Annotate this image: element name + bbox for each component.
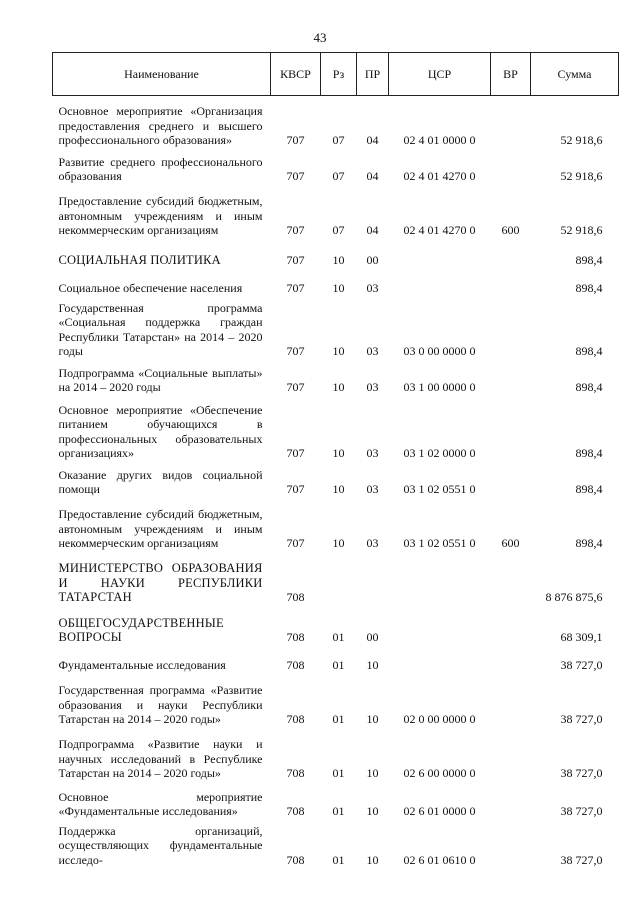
row-sum: 8 876 875,6 [545,590,603,604]
row-name: Государственная программа «Социальная поддержка граждан Республики Татарстан» на 2014 – 2020 годы [58,300,263,358]
row-rz: 01 [332,804,345,818]
row-kvsr: 707 [286,536,305,550]
row-vr [491,361,531,397]
row-rz: 10 [332,536,345,550]
row-rz: 01 [332,766,345,780]
row-name: МИНИСТЕРСТВО ОБРАЗОВАНИЯ И НАУКИ РЕСПУБЛИКИ ТАТАРСТАН [58,561,263,604]
row-rz: 10 [332,446,345,460]
row-rz: 10 [332,253,345,267]
row-csr: 03 1 02 0551 0 [403,536,476,550]
row-sum: 38 727,0 [560,804,603,818]
header-pr: ПР [357,53,389,96]
row-csr: 02 6 01 0610 0 [403,852,476,867]
row-pr: 10 [366,852,379,867]
row-pr: 03 [366,281,379,295]
row-pr: 04 [366,169,379,183]
row-kvsr: 707 [286,446,305,460]
row-rz [321,553,357,607]
row-sum: 38 727,0 [560,766,603,780]
row-rz: 01 [332,712,345,726]
row-csr: 02 6 01 0000 0 [403,804,476,818]
row-kvsr: 707 [286,380,305,394]
row-pr: 10 [366,766,379,780]
row-vr [491,298,531,361]
table-row [53,821,619,870]
row-kvsr: 708 [286,766,305,780]
row-kvsr: 707 [286,281,305,295]
row-pr: 00 [366,253,379,267]
row-name: Социальное обеспечение населения [58,281,243,295]
row-vr [491,96,531,150]
row-vr [491,647,531,675]
row-name: Основное мероприятие «Обеспечение питанием обучающихся в профессиональных образовательных организациях» [58,402,263,460]
row-sum: 52 918,6 [560,223,603,237]
row-csr [389,647,491,675]
header-kvsr: КВСР [271,53,321,96]
row-csr: 02 4 01 4270 0 [403,223,476,237]
table-row [53,647,619,675]
header-csr: ЦСР [389,53,491,96]
row-vr [491,463,531,499]
row-rz: 10 [332,344,345,358]
budget-table [52,52,619,869]
row-rz: 10 [332,380,345,394]
row-csr [389,240,491,270]
row-pr: 03 [366,380,379,394]
row-pr: 00 [366,630,379,644]
row-pr [357,553,389,607]
row-vr [491,675,531,729]
row-name: ОБЩЕГОСУДАРСТВЕННЫЕ ВОПРОСЫ [58,615,224,644]
row-rz: 07 [332,133,345,147]
row-pr: 03 [366,344,379,358]
row-name: Основное мероприятие «Организация предоставления среднего и высшего профессионального образования» [58,104,263,147]
row-pr: 10 [366,658,379,672]
row-pr: 10 [366,804,379,818]
row-pr: 03 [366,446,379,460]
row-vr [491,821,531,870]
table-row [53,361,619,397]
row-name: Основное мероприятие «Фундаментальные исследования» [58,789,263,818]
row-sum: 898,4 [575,536,603,550]
row-kvsr: 707 [286,169,305,183]
table-row [53,729,619,783]
row-pr: 03 [366,536,379,550]
table-row [53,783,619,821]
row-name: Развитие среднего профессионального образования [58,154,263,183]
table-row [53,499,619,553]
row-pr: 04 [366,133,379,147]
row-kvsr: 708 [286,590,305,604]
row-csr: 03 1 00 0000 0 [403,380,476,394]
row-vr [491,270,531,298]
row-name: Государственная программа «Развитие образования и науки Республики Татарстан на 2014 – 2020 годы» [58,683,263,726]
row-name: Поддержка организаций, осуществляющих фундаментальные исследо- [58,823,263,867]
row-rz: 07 [332,169,345,183]
row-name: СОЦИАЛЬНАЯ ПОЛИТИКА [58,253,221,267]
header-vr: ВР [491,53,531,96]
row-csr: 02 4 01 0000 0 [403,133,476,147]
row-kvsr: 708 [286,804,305,818]
row-vr [491,397,531,463]
row-kvsr: 708 [286,852,305,867]
row-sum: 898,4 [575,281,603,295]
row-csr [389,553,491,607]
header-name: Наименование [53,53,271,96]
row-kvsr: 707 [286,344,305,358]
row-csr: 02 6 00 0000 0 [403,766,476,780]
row-pr: 10 [366,712,379,726]
row-vr [491,553,531,607]
row-csr: 02 4 01 4270 0 [403,169,476,183]
header-sum: Сумма [531,53,619,96]
table-row [53,397,619,463]
row-vr [491,783,531,821]
row-csr: 03 0 00 0000 0 [403,344,476,358]
row-sum: 898,4 [575,253,603,267]
table-row [53,96,619,150]
row-vr [491,150,531,186]
row-kvsr: 707 [286,223,305,237]
table-row [53,270,619,298]
row-csr: 03 1 02 0551 0 [403,482,476,496]
row-sum: 38 727,0 [560,712,603,726]
row-vr: 600 [501,536,520,550]
page-number: 43 [313,30,327,45]
row-vr: 600 [501,223,520,237]
row-sum: 898,4 [575,446,603,460]
row-sum: 898,4 [575,380,603,394]
table-row [53,675,619,729]
row-pr: 04 [366,223,379,237]
row-rz: 01 [332,658,345,672]
row-csr [389,270,491,298]
row-name: Подпрограмма «Социальные выплаты» на 2014 – 2020 годы [58,365,263,394]
table-row [53,298,619,361]
row-csr: 03 1 02 0000 0 [403,446,476,460]
header-rz: Рз [321,53,357,96]
row-kvsr: 708 [286,712,305,726]
table-row [53,186,619,240]
row-kvsr: 707 [286,482,305,496]
table-body [53,96,619,870]
table-row [53,553,619,607]
row-kvsr: 707 [286,133,305,147]
row-sum: 68 309,1 [560,630,603,644]
row-sum: 898,4 [575,482,603,496]
row-sum: 38 727,0 [560,852,603,867]
row-rz: 10 [332,281,345,295]
table-row [53,240,619,270]
row-kvsr: 708 [286,630,305,644]
table-header [53,53,619,96]
row-pr: 03 [366,482,379,496]
row-rz: 10 [332,482,345,496]
row-csr [389,607,491,647]
row-vr [491,607,531,647]
row-rz: 07 [332,223,345,237]
table-row [53,150,619,186]
row-rz: 01 [332,630,345,644]
row-name: Фундаментальные исследования [58,658,226,672]
row-name: Оказание других видов социальной помощи [58,467,263,496]
row-kvsr: 707 [286,253,305,267]
row-kvsr: 708 [286,658,305,672]
table-row [53,607,619,647]
row-name: Предоставление субсидий бюджетным, автономным учреждениям и иным некоммерческим организациям [58,194,263,237]
row-vr [491,240,531,270]
row-sum: 52 918,6 [560,169,603,183]
row-sum: 52 918,6 [560,133,603,147]
table-row [53,463,619,499]
row-rz: 01 [332,852,345,867]
row-vr [491,729,531,783]
row-name: Подпрограмма «Развитие науки и научных исследований в Республике Татарстан на 2014 – 2020 годы» [58,737,263,780]
row-sum: 38 727,0 [560,658,603,672]
row-name: Предоставление субсидий бюджетным, автономным учреждениям и иным некоммерческим организациям [58,507,263,550]
row-csr: 02 0 00 0000 0 [403,712,476,726]
row-sum: 898,4 [575,344,603,358]
